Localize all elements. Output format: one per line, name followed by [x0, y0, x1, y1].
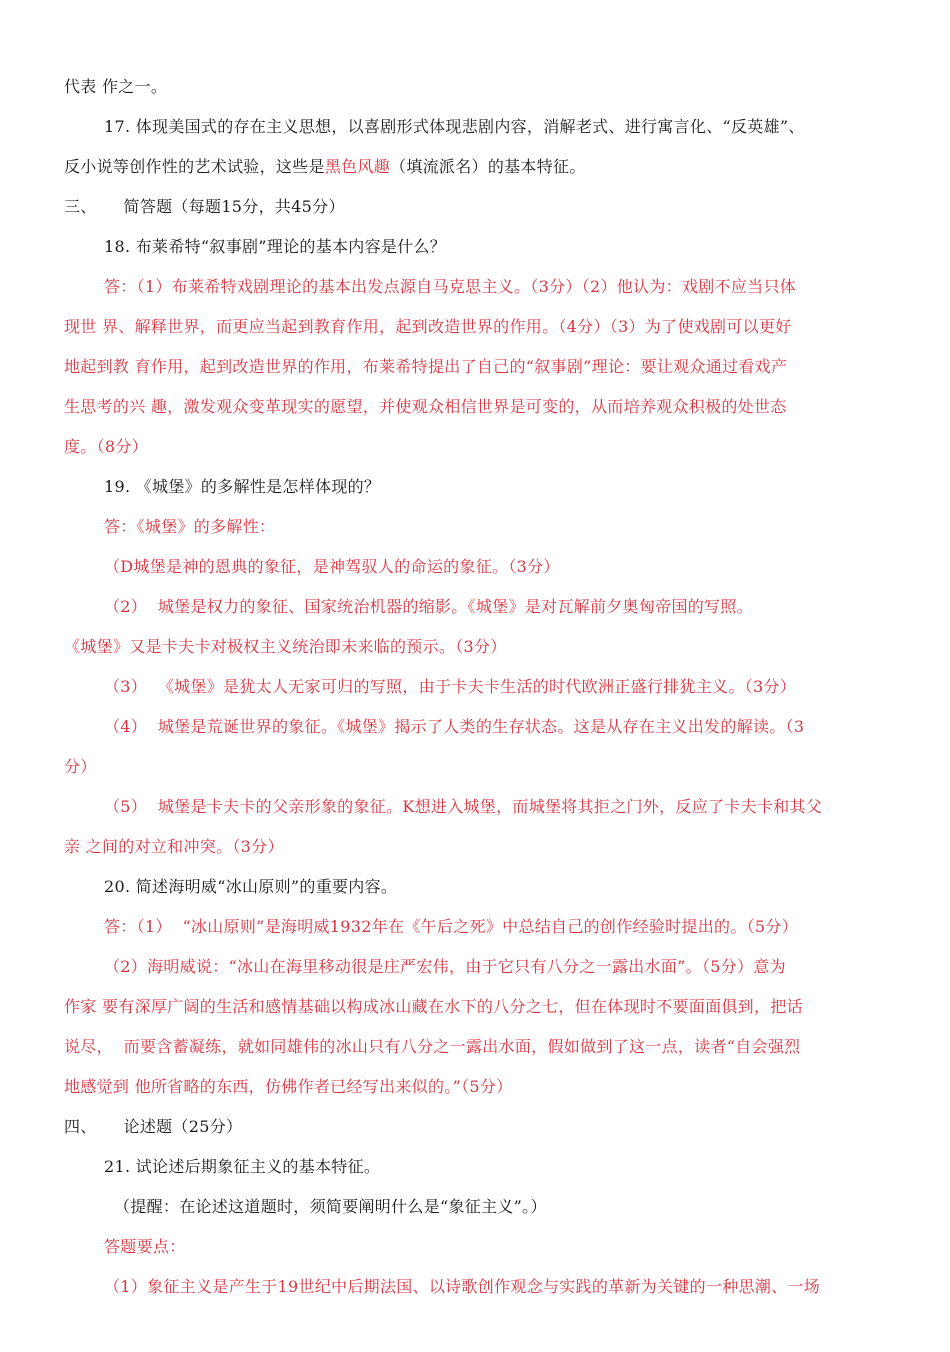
answer-line: 说尽， 而要含蓄凝练，就如同雄伟的冰山只有八分之一露出水面，假如做到了这一点，读者“自会强烈	[64, 1037, 801, 1056]
question-19: 19. 《城堡》的多解性是怎样体现的？	[104, 477, 381, 496]
answer-line: 作家 要有深厚广阔的生活和感情基础以构成冰山藏在水下的八分之七，但在体现时不要面面俱到，把话	[64, 997, 803, 1016]
answer-line: （4） 城堡是荒诞世界的象征。《城堡》揭示了人类的生存状态。这是从存在主义出发的解读。（3	[104, 717, 805, 736]
answer-line: （3） 《城堡》是犹太人无家可归的写照，由于卡夫卡生活的时代欧洲正盛行排犹主义。（3分）	[104, 677, 797, 696]
answer-line: （2）海明威说：“冰山在海里移动很是庄严宏伟，由于它只有八分之一露出水面”。（5分）意为	[104, 957, 786, 976]
question-17-fill-line	[64, 156, 586, 178]
answer-line: （1）象征主义是产生于19世纪中后期法国、以诗歌创作观念与实践的革新为关键的一种思潮、一场	[104, 1277, 821, 1296]
question-20: 20. 简述海明威“冰山原则”的重要内容。	[104, 877, 398, 896]
answer-line: 地起到教 育作用，起到改造世界的作用，布莱希特提出了自己的“叙事剧”理论：要让观众通过看戏产	[64, 357, 788, 376]
section-heading-essay: 四、 论述题（25分）	[64, 1117, 243, 1136]
answer-line: （D城堡是神的恩典的象征，是神驾驭人的命运的象征。（3分）	[104, 557, 560, 576]
section-heading-short-answer: 三、 简答题（每题15分，共45分）	[64, 197, 345, 216]
text-span: （填流派名）的基本特征。	[390, 157, 586, 176]
answer-line: 现世 界、解释世界，而更应当起到教育作用，起到改造世界的作用。（4分）（3）为了使戏剧可以更好	[64, 317, 792, 336]
question-18: 18. 布莱希特“叙事剧”理论的基本内容是什么？	[104, 237, 447, 256]
text-span: 反小说等创作性的艺术试验，这些是	[64, 157, 325, 176]
answer-line: （2） 城堡是权力的象征、国家统治机器的缩影。《城堡》是对瓦解前夕奥匈帝国的写照。	[104, 597, 753, 616]
answer-line: 答：《城堡》的多解性：	[104, 517, 276, 536]
answer-line: 亲 之间的对立和冲突。（3分）	[64, 837, 284, 856]
question-21-hint: （提醒：在论述这道题时，须简要阐明什么是“象征主义”。）	[114, 1197, 547, 1216]
question-17: 17. 体现美国式的存在主义思想，以喜剧形式体现悲剧内容，消解老式、进行寓言化、“反英雄”、	[104, 117, 805, 136]
answer-line: 答：（1）布莱希特戏剧理论的基本出发点源自马克思主义。（3分）（2）他认为：戏剧不应当只体	[104, 277, 797, 296]
answer-line: 生思考的兴 趣，激发观众变革现实的愿望，并使观众相信世界是可变的，从而培养观众积极的处世态	[64, 397, 787, 416]
answer-line: 度。（8分）	[64, 437, 148, 456]
answer-line: 答题要点：	[104, 1237, 186, 1256]
text-line: 代表 作之一。	[64, 77, 168, 96]
fill-answer: 黑色风趣	[324, 157, 391, 176]
answer-line: （5） 城堡是卡夫卡的父亲形象的象征。K想进入城堡，而城堡将其拒之门外，反应了卡夫卡和其父	[104, 797, 823, 816]
answer-line: 《城堡》又是卡夫卡对极权主义统治即未来临的预示。（3分）	[64, 637, 507, 656]
answer-line: 分）	[64, 757, 97, 776]
question-21: 21. 试论述后期象征主义的基本特征。	[104, 1157, 381, 1176]
answer-line: 答：（1） “冰山原则”是海明威1932年在《午后之死》中总结自己的创作经验时提出的。（5分）	[104, 917, 799, 936]
answer-line: 地感觉到 他所省略的东西，仿佛作者已经写出来似的。”（5分）	[64, 1077, 513, 1096]
